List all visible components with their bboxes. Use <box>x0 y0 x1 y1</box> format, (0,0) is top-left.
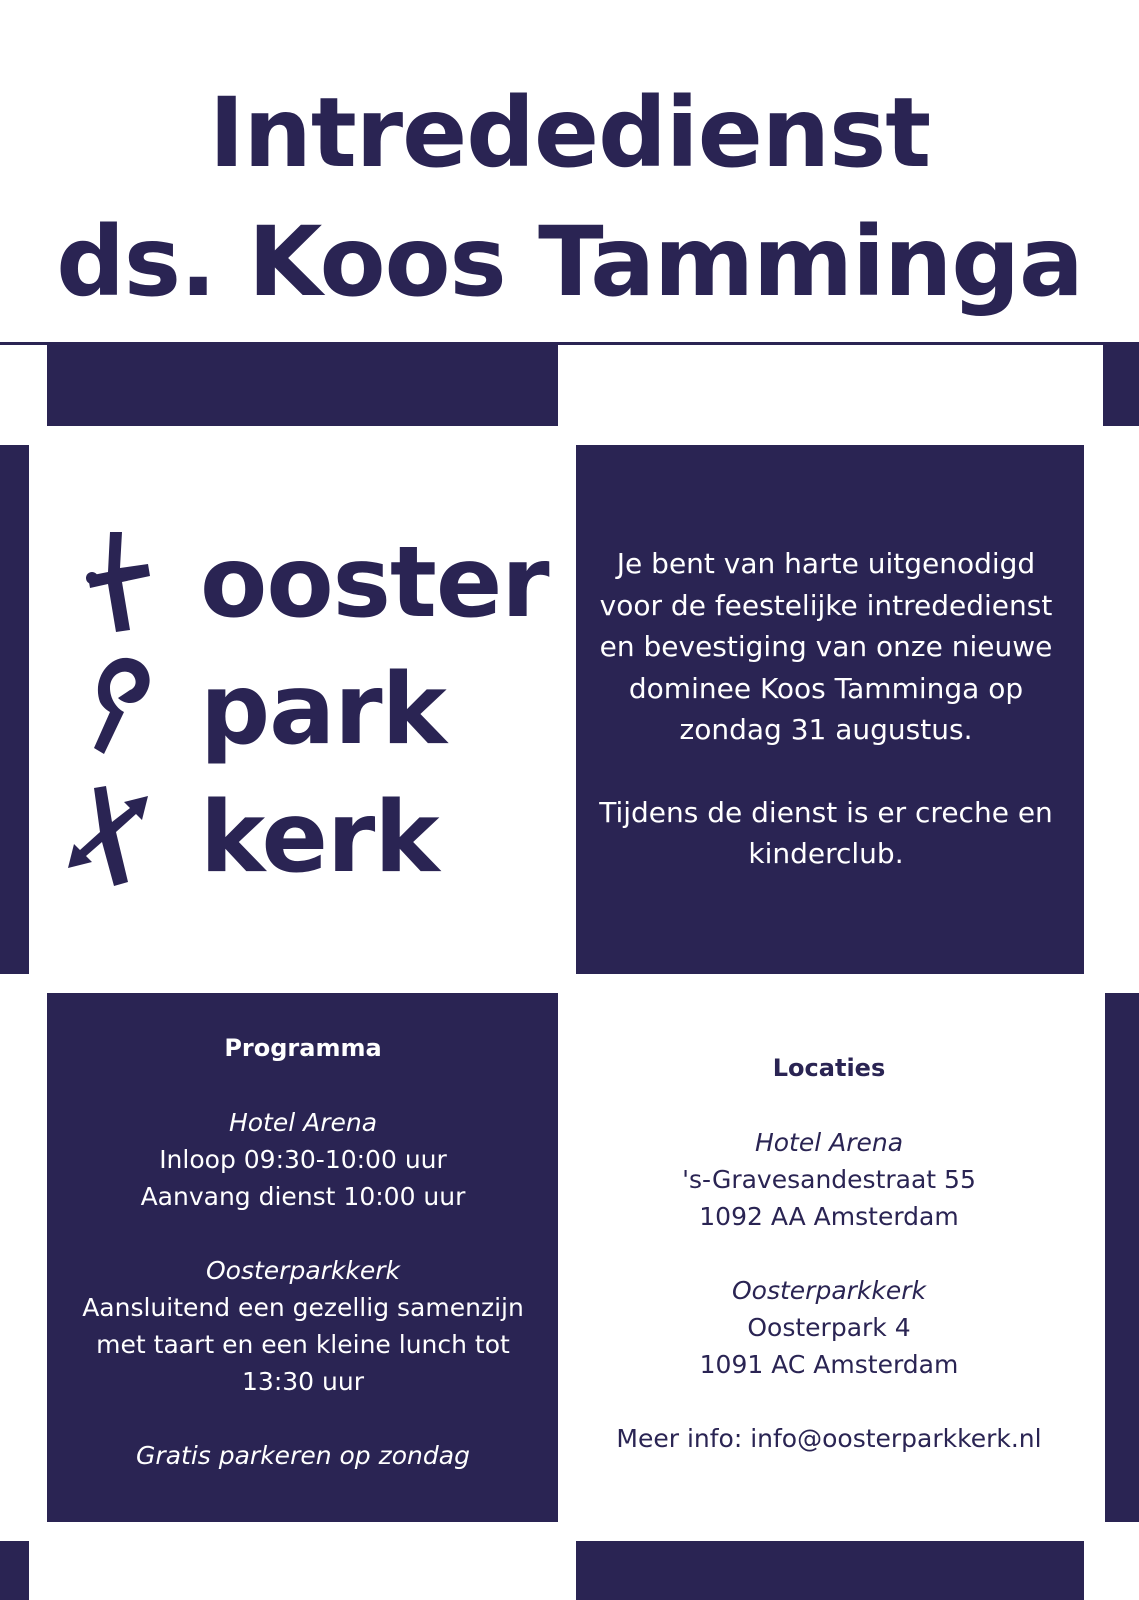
info-email: Meer info: info@oosterparkkerk.nl <box>616 1424 1042 1453</box>
arrow-cross-icon <box>66 782 166 890</box>
programma-line: Aanvang dienst 10:00 uur <box>140 1182 466 1211</box>
programma-venue-oosterparkkerk: Oosterparkkerk <box>205 1256 401 1285</box>
address-line: Oosterpark 4 <box>747 1313 911 1342</box>
title-line-1: Intrededienst <box>208 77 931 189</box>
programma-section <box>48 1030 558 1474</box>
logo-word-ooster: ooster <box>200 526 549 640</box>
programma-venue-hotel-arena: Hotel Arena <box>228 1108 378 1137</box>
decor-strip-right <box>1105 993 1139 1522</box>
invitation-line: en bevestiging van onze nieuwe <box>599 630 1053 663</box>
invitation-text <box>576 543 1076 875</box>
decor-block-bottom-right <box>576 1541 1084 1600</box>
address-line: 1091 AC Amsterdam <box>699 1350 959 1379</box>
address-line: 1092 AA Amsterdam <box>699 1202 959 1231</box>
logo-word-park: park <box>200 653 446 767</box>
dove-icon <box>90 650 160 762</box>
cross-icon <box>78 528 158 634</box>
logo-word-kerk: kerk <box>200 781 439 895</box>
decor-block-bottom-left <box>0 1541 29 1600</box>
programma-heading: Programma <box>224 1034 382 1062</box>
programma-line: 13:30 uur <box>242 1367 364 1396</box>
parking-note: Gratis parkeren op zondag <box>136 1441 470 1470</box>
decor-strip-left <box>0 445 29 974</box>
invitation-note-line: kinderclub. <box>748 837 904 870</box>
invitation-line: Je bent van harte uitgenodigd <box>616 547 1036 580</box>
programma-line: met taart en een kleine lunch tot <box>96 1330 510 1359</box>
locaties-venue-hotel-arena: Hotel Arena <box>754 1128 904 1157</box>
address-line: 's-Gravesandestraat 55 <box>682 1165 976 1194</box>
decor-block-top-right <box>1103 345 1139 426</box>
locaties-heading: Locaties <box>772 1054 886 1082</box>
locaties-venue-oosterparkkerk: Oosterparkkerk <box>731 1276 927 1305</box>
programma-line: Aansluitend een gezellig samenzijn <box>82 1293 524 1322</box>
invitation-line: dominee Koos Tamminga op <box>628 671 1024 705</box>
decor-block-top-left <box>47 345 558 426</box>
programma-line: Inloop 09:30-10:00 uur <box>159 1145 447 1174</box>
invitation-line: voor de feestelijke intrededienst <box>599 588 1053 622</box>
invitation-line: zondag 31 augustus. <box>679 713 973 746</box>
locaties-section <box>576 1050 1082 1457</box>
invitation-note-line: Tijdens de dienst is er creche en <box>599 795 1053 829</box>
title-line-2: ds. Koos Tamminga <box>56 206 1083 318</box>
